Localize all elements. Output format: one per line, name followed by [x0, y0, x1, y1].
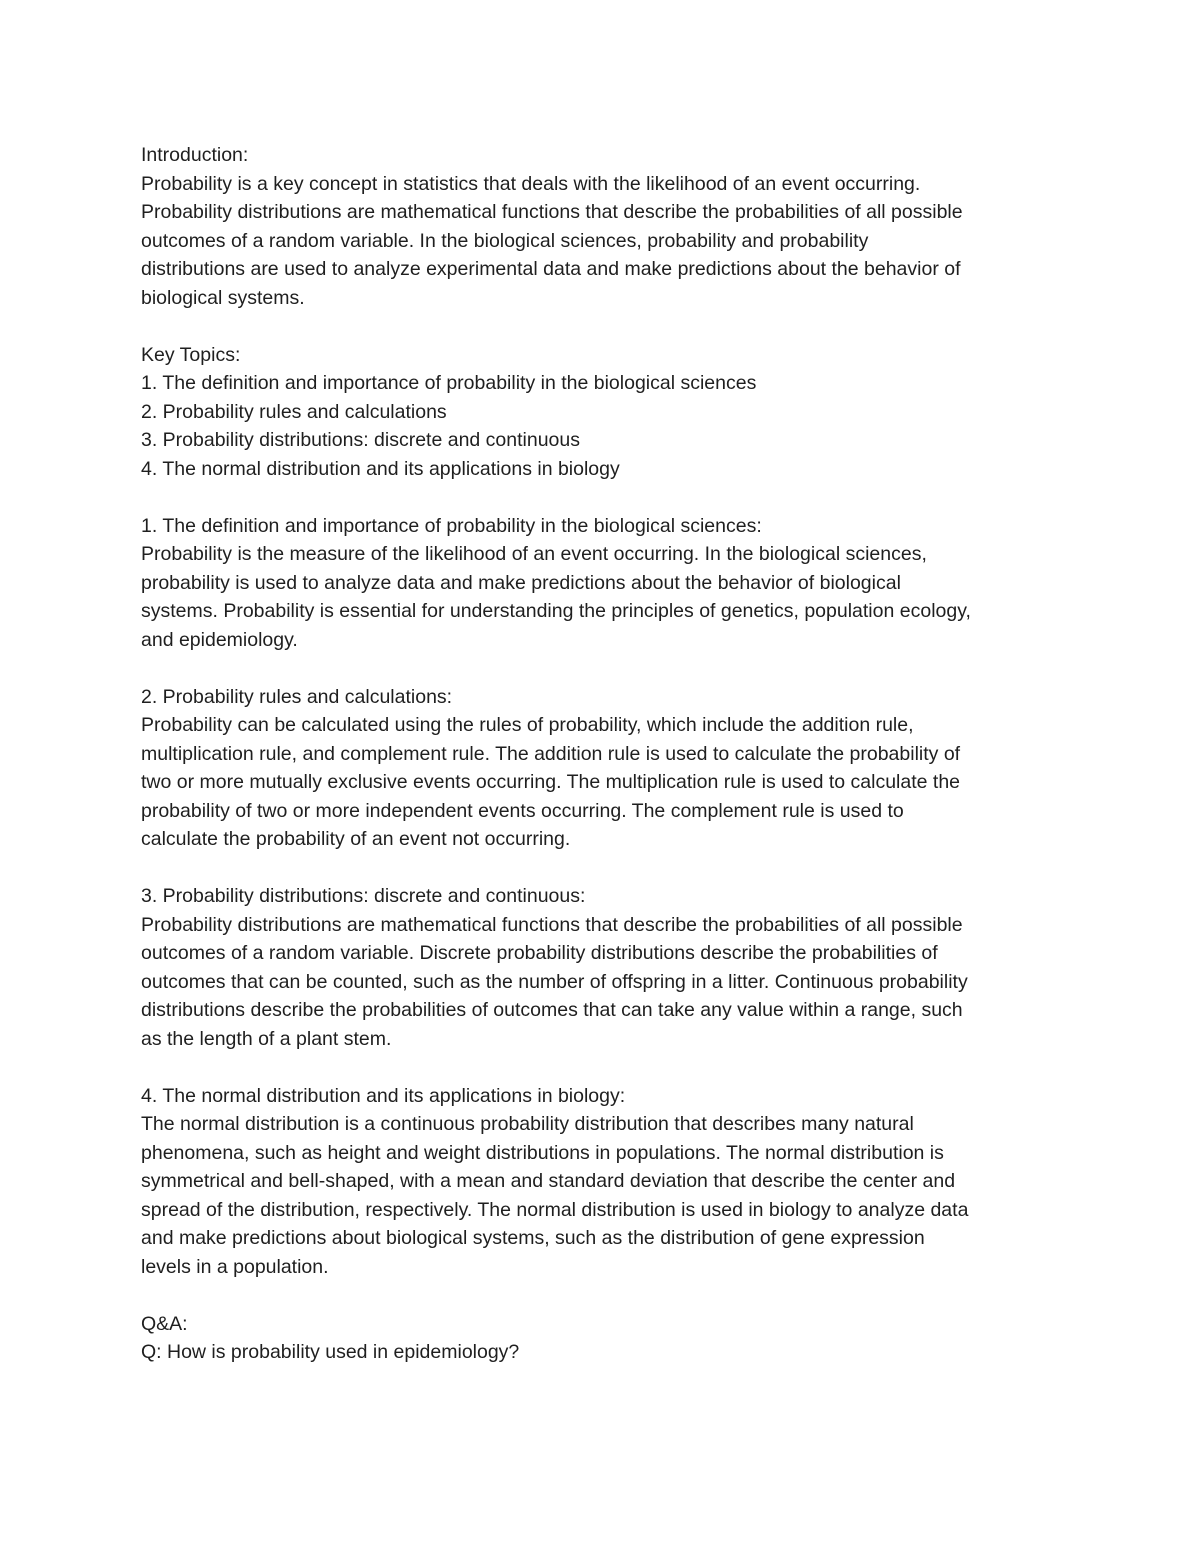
paragraph-gap	[141, 312, 1071, 341]
section-line: multiplication rule, and complement rule. The addition rule is used to calculate the probability of	[141, 742, 961, 765]
section-line: outcomes that can be counted, such as the number of offspring in a litter. Continuous probability	[141, 970, 968, 993]
paragraph-gap	[141, 1053, 1071, 1082]
section-3	[141, 882, 1071, 1053]
qa-heading: Q&A:	[141, 1312, 188, 1335]
intro-line: biological systems.	[141, 286, 305, 309]
section-heading: 4. The normal distribution and its applications in biology:	[141, 1084, 626, 1107]
section-line: Probability distributions are mathematical functions that describe the probabilities of all possible	[141, 913, 963, 936]
section-line: Probability is the measure of the likelihood of an event occurring. In the biological sciences,	[141, 543, 927, 565]
key-topics-heading: Key Topics:	[141, 343, 241, 366]
intro-section	[141, 141, 1071, 312]
section-1	[141, 512, 1071, 655]
section-line: systems. Probability is essential for understanding the principles of genetics, population ecology,	[141, 600, 971, 622]
section-line: spread of the distribution, respectively. The normal distribution is used in biology to analyze data	[141, 1198, 969, 1221]
key-topic-item: 3. Probability distributions: discrete and continuous	[141, 429, 580, 451]
qa-question: Q: How is probability used in epidemiology?	[141, 1341, 520, 1363]
section-heading: 3. Probability distributions: discrete and continuous:	[141, 885, 586, 907]
paragraph-gap	[141, 483, 1071, 512]
intro-line: Probability is a key concept in statistics that deals with the likelihood of an event occurring.	[141, 172, 921, 195]
key-topic-item: 1. The definition and importance of probability in the biological sciences	[141, 372, 757, 394]
section-2	[141, 683, 1071, 854]
intro-line: outcomes of a random variable. In the biological sciences, probability and probability	[141, 229, 869, 252]
section-line: symmetrical and bell-shaped, with a mean and standard deviation that describe the center and	[141, 1170, 956, 1192]
section-line: two or more mutually exclusive events occurring. The multiplication rule is used to calculate the	[141, 771, 961, 793]
intro-line: distributions are used to analyze experimental data and make predictions about the behavior of	[141, 258, 961, 280]
key-topic-item: 2. Probability rules and calculations	[141, 400, 447, 423]
document-body	[141, 141, 1071, 1367]
section-line: phenomena, such as height and weight distributions in populations. The normal distribution is	[141, 1141, 944, 1164]
qa-section	[141, 1310, 1071, 1367]
section-line: Probability can be calculated using the rules of probability, which include the addition rule,	[141, 714, 914, 736]
intro-line: Probability distributions are mathematical functions that describe the probabilities of all possible	[141, 201, 963, 223]
section-line: levels in a population.	[141, 1255, 329, 1278]
section-line: distributions describe the probabilities of outcomes that can take any value within a range, such	[141, 999, 963, 1021]
section-heading: 2. Probability rules and calculations:	[141, 685, 453, 708]
section-4	[141, 1082, 1071, 1282]
paragraph-gap	[141, 1281, 1071, 1310]
key-topics-section	[141, 341, 1071, 484]
paragraph-gap	[141, 854, 1071, 883]
paragraph-gap	[141, 654, 1071, 683]
key-topic-item: 4. The normal distribution and its applications in biology	[141, 457, 620, 480]
section-line: as the length of a plant stem.	[141, 1027, 392, 1050]
section-line: and epidemiology.	[141, 628, 298, 651]
section-line: The normal distribution is a continuous probability distribution that describes many natural	[141, 1113, 914, 1135]
section-line: outcomes of a random variable. Discrete probability distributions describe the probabilities of	[141, 942, 938, 964]
section-line: and make predictions about biological systems, such as the distribution of gene expression	[141, 1227, 925, 1249]
section-line: probability is used to analyze data and make predictions about the behavior of biological	[141, 571, 901, 594]
section-heading: 1. The definition and importance of probability in the biological sciences:	[141, 514, 762, 537]
intro-heading: Introduction:	[141, 144, 249, 166]
section-line: probability of two or more independent events occurring. The complement rule is used to	[141, 799, 904, 822]
section-line: calculate the probability of an event not occurring.	[141, 828, 571, 850]
